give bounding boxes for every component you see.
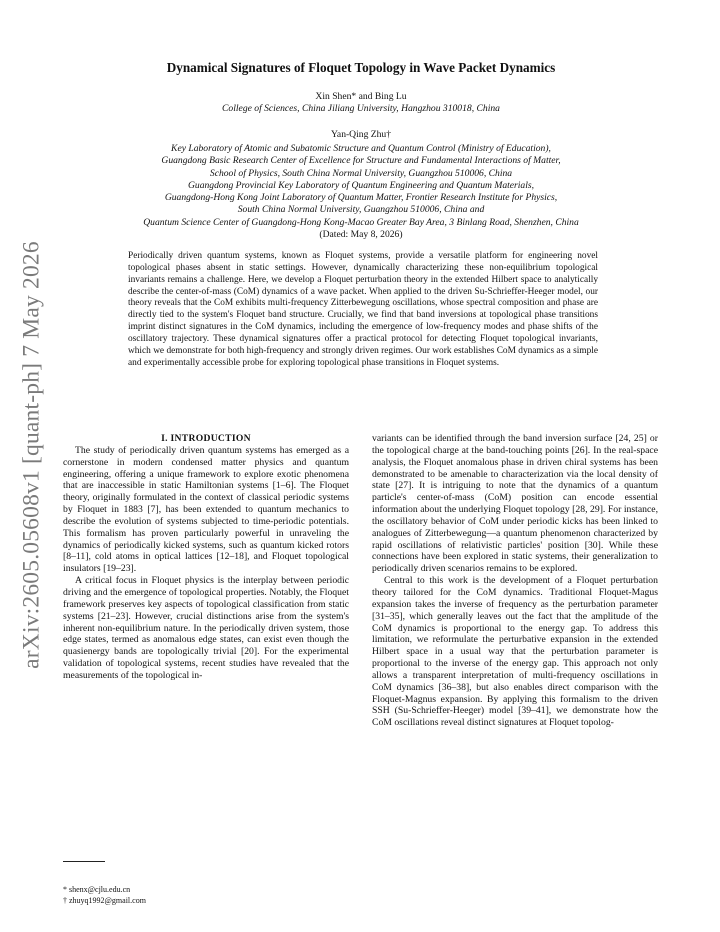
arxiv-id-text: arXiv:2605.05608v1 [quant-ph] 7 May 2026	[18, 241, 45, 669]
paper-title: Dynamical Signatures of Floquet Topology in Wave Packet Dynamics	[166, 60, 556, 75]
paragraph: A critical focus in Floquet physics is the interplay between periodic driving and the emergence of topological properties. Notably, the Floquet framework preserves key aspects of topological classification from static systems [21–23]. However, crucial distinctions arise from the system's inherent non-equilibrium nature. In the periodically driven system, those edge states, termed as anomalous edge states, can exist even though the quasienergy bands are topologically trivial [20]. For the experimental validation of topological systems, recent studies have revealed that the measurements of the topological in-	[63, 575, 349, 681]
abstract: Periodically driven quantum systems, known as Floquet systems, provide a versatile platform for engineering novel topological phases absent in static settings. However, dynamically characterizing these non-equilibrium topological invariants remains a challenge. Here, we develop a Floquet perturbation theory in the extended Hilbert space to analytically describe the center-of-mass (CoM) dynamics of a wave packet. When applied to the driven Su-Schrieffer-Heeger model, our theory reveals that the CoM exhibits multi-frequency Zitterbewegung oscillations, whose spectral composition and phase are directly tied to the system's Floquet band structure. Crucially, we find that band inversions at topological phase transitions imprint distinct signatures in the CoM dynamics, including the emergence of low-frequency modes and phase shifts of the oscillatory trajectory. These dynamical signatures offer a practical protocol for detecting Floquet topological invariants, which we demonstrate for both high-frequency and strongly driven regimes. Our work establishes CoM dynamics as a simple and experimentally accessible probe for exploring topological phase transitions in Floquet systems.	[128, 251, 598, 368]
paragraph: The study of periodically driven quantum systems has emerged as a cornerstone in modern condensed matter physics and quantum engineering, offering a unique framework to explore exotic phenomena that are inaccessible in static Hamiltonian systems [1–6]. The Floquet theory, originally formulated in the context of classical periodic systems by Floquet in 1883 [7], has been extended to quantum mechanics to describe the evolution of systems subjected to time-periodic potentials. This formalism has proven particularly powerful in unraveling the dynamics of periodically kicked systems, such as quantum kicked rotors [8–11], cold atoms in optical lattices [12–18], and Floquet topological insulators [19–23].	[63, 444, 349, 575]
affiliation-1: College of Sciences, China Jiliang University, Hangzhou 310018, China	[222, 103, 500, 114]
paragraph: variants can be identified through the band inversion surface [24, 25] or the topological charge at the band-touching points [26]. In the real-space analysis, the Floquet anomalous phase in driven chiral systems has been demonstrated to be amenable to characterization via the local density of state [27]. It is intriguing to note that the dynamics of a quantum particle's center-of-mass (CoM) position can encode essential information about the underlying Floquet topology [28, 29]. For instance, the oscillatory behavior of CoM under periodic kicks has been linked to analogues of Zitterbewegung—a quantum phenomenon characterized by rapid oscillations of relativistic particles' position [30]. While these connections have been explored in static systems, their generalization to periodically driven scenarios remains to be explored.	[372, 433, 658, 575]
affiliation-2-line: Guangdong Provincial Key Laboratory of Quantum Engineering and Quantum Materials,	[187, 179, 535, 191]
left-column	[63, 433, 349, 682]
section-heading: I. INTRODUCTION	[161, 433, 251, 444]
right-column	[372, 433, 658, 729]
arxiv-identifier	[12, 241, 52, 669]
affiliation-2	[70, 143, 652, 229]
affiliation-2-line: Quantum Science Center of Guangdong-Hong Kong-Macao Greater Bay Area, 3 Binlang Road, Shenzhen, China	[143, 216, 579, 228]
dated-line: (Dated: May 8, 2026)	[319, 229, 403, 240]
authors-line-1: Xin Shen* and Bing Lu	[315, 91, 407, 102]
footnotes	[63, 884, 146, 906]
affiliation-2-line: School of Physics, South China Normal University, Guangzhou 510006, China	[209, 167, 513, 179]
affiliation-2-line: South China Normal University, Guangzhou 510006, China and	[237, 204, 485, 216]
authors-line-2: Yan-Qing Zhu†	[330, 129, 392, 140]
footnote-rule	[63, 861, 105, 862]
footnote-email-2: † zhuyq1992@gmail.com	[63, 896, 146, 905]
affiliation-2-line: Key Laboratory of Atomic and Subatomic Structure and Quantum Control (Ministry of Education),	[171, 143, 551, 154]
affiliation-2-line: Guangdong Basic Research Center of Excellence for Structure and Fundamental Interactions of Matter,	[161, 155, 561, 167]
footnote-email-1: * shenx@cjlu.edu.cn	[63, 885, 131, 894]
affiliation-2-line: Guangdong-Hong Kong Joint Laboratory of Quantum Matter, Frontier Research Institute for Physics,	[164, 192, 558, 204]
paragraph: Central to this work is the development of a Floquet perturbation theory tailored for the CoM dynamics. Traditional Floquet-Magus expansion takes the inverse of frequency as the perturbation parameter [31–35], which generally leaves out the fact that the amplitude of the CoM dynamics is proportional to the energy gap. To address this limitation, we reformulate the perturbative expansion in the extended Hilbert space in a usual way that the perturbation parameter is proportional to the inverse of the energy gap. This approach not only allows a transparent interpretation of multi-frequency oscillations in CoM dynamics [36–38], but also enables direct comparison with the Floquet-Magnus expansion. By applying this formalism to the driven SSH (Su-Schrieffer-Heeger) model [39–41], we demonstrate how the CoM oscillations reveal distinct signatures at Floquet topolog-	[372, 575, 658, 729]
